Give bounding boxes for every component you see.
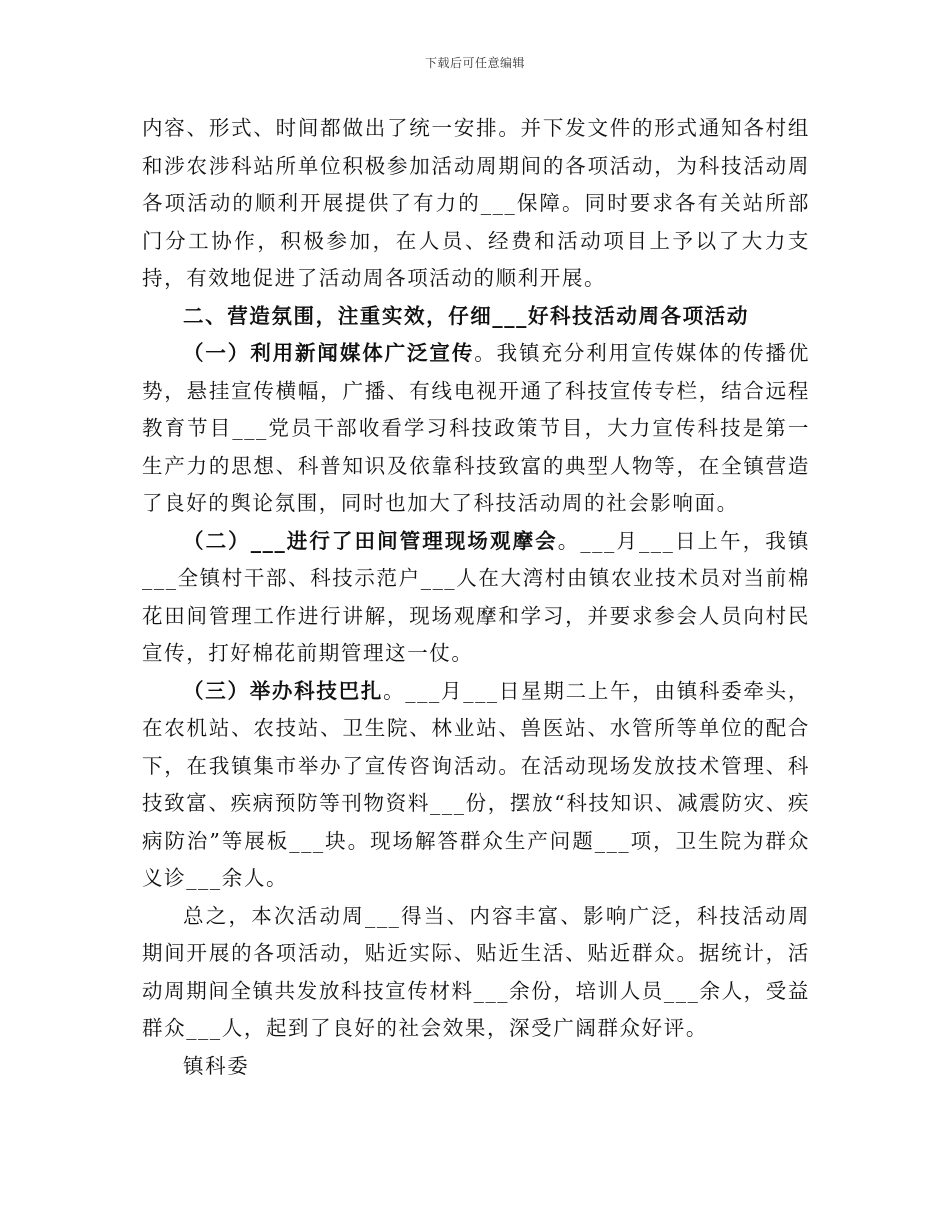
signature: 镇科委 [183,1053,250,1078]
subheading-tech-bazaar: （三）举办科技巴扎 [183,678,384,703]
paragraph-media-publicity [142,335,810,523]
section-heading: 二、营造氛围，注重实效，仔细___好科技活动周各项活动 [183,303,749,328]
paragraph-tech-bazaar [142,673,810,898]
paragraph-tech-bazaar-text: 。___月___日星期二上午，由镇科委牵头，在农机站、农技站、卫生院、林业站、兽医站、水管所等单位的配合下，在我镇集市举办了宣传咨询活动。在活动现场发放技术管理、科技致富、疾病预防等刊物资料___份，摆放“科技知识、减震防灾、疾病防治”等展板___块。现场解答群众生产问题___项，卫生院为群众义诊___余人。 [142,678,810,890]
paragraph-summary: 总之，本次活动周___得当、内容丰富、影响广泛，科技活动周期间开展的各项活动，贴近实际、贴近生活、贴近群众。据统计，活动周期间全镇共发放科技宣传材料___余份，培训人员___余人，受益群众___人，起到了良好的社会效果，深受广阔群众好评。 [142,903,810,1040]
paragraph-field-observation [142,523,810,673]
paragraph-media-publicity-text: 。我镇充分利用宣传媒体的传播优势，悬挂宣传横幅，广播、有线电视开通了科技宣传专栏，结合远程教育节目___党员干部收看学习科技政策节目，大力宣传科技是第一生产力的思想、科普知识及依靠科技致富的典型人物等，在全镇营造了良好的舆论氛围，同时也加大了科技活动周的社会影响面。 [142,341,810,515]
paragraph-field-observation-text: 。___月___日上午，我镇___全镇村干部、科技示范户___人在大湾村由镇农业技术员对当前棉花田间管理工作进行讲解，现场观摩和学习，并要求参会人员向村民宣传，打好棉花前期管理这一仗。 [142,528,810,665]
page-header: 下载后可任意编辑 [424,56,525,70]
subheading-media-publicity: （一）利用新闻媒体广泛宣传 [183,341,475,365]
subheading-field-observation: （二）___进行了田间管理现场观摩会 [183,528,558,553]
document-body [142,110,810,1085]
paragraph-arrangement: 内容、形式、时间都做出了统一安排。并下发文件的形式通知各村组和涉农涉科站所单位积极参加活动周期间的各项活动，为科技活动周各项活动的顺利开展提供了有力的___保障。同时要求各有关站所部门分工协作，积极参加，在人员、经费和活动项目上予以了大力支持，有效地促进了活动周各项活动的顺利开展。 [142,116,810,290]
